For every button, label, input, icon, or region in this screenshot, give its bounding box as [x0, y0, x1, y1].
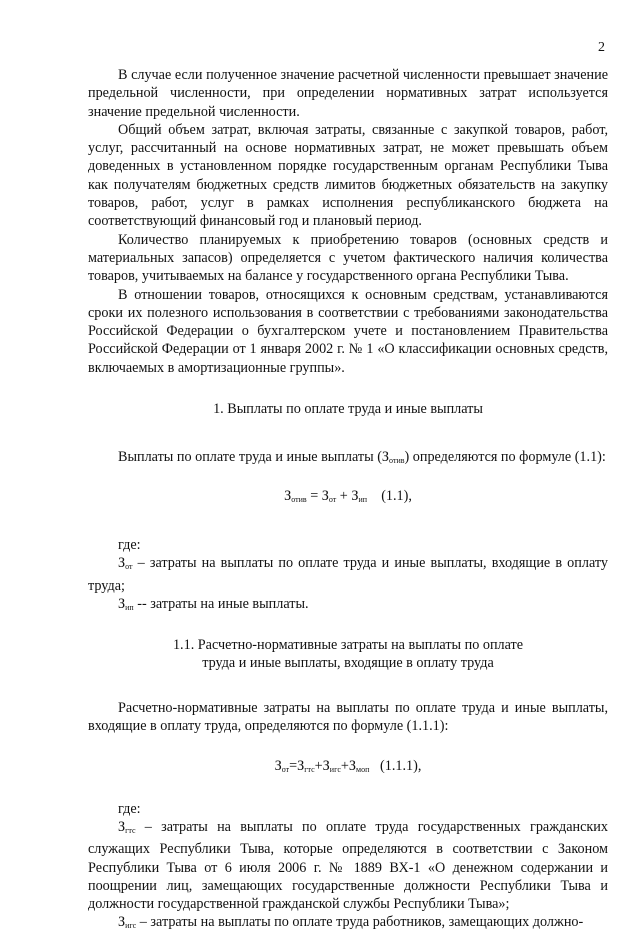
section-title-1-1-line1: 1.1. Расчетно-нормативные затраты на выплаты по оплате — [172, 637, 524, 654]
paragraph-goods-quantity: Количество планируемых к приобретению товаров (основных средств и материальных запасов) определяется с учетом фактического наличия количества товаров, учитываемых на балансе у государственного органа Республики Тыва. — [88, 231, 608, 285]
section-title-1: 1. Выплаты по оплате труда и иные выплаты — [213, 401, 483, 418]
paragraph-total-costs: Общий объем затрат, включая затраты, связанные с закупкой товаров, работ, услуг, рассчитанный на основе нормативных затрат, не может превышать объем доведенных в установленном порядке государственным органам Республики Тыва как получателям бюджетных средств лимитов бюджетных обязательств на закупку товаров, работ, услуг в рамках исполнения республиканского бюджета на соответствующий финансовый год и плановый период. — [88, 121, 608, 230]
formula-label: (1.1.1), — [380, 758, 422, 775]
formula-label: (1.1), — [381, 487, 412, 504]
formula-1-1-1: $З_{от}=З_{гтс}+З_{игс}+З_{моп}$ (1.1.1), — [274, 758, 422, 775]
paragraph-fixed-assets: В отношении товаров, относящихся к основным средствам, устанавливаются сроки их полезного использования в соответствии с требованиями законодательства Российской Федерации о бухгалтерском учете и постановлением Правительства Российской Федерации от 1 января 2002 г. № 1 «О классификации основных средств, включаемых в амортизационные группы». — [88, 286, 608, 376]
page-number: 2 — [598, 40, 605, 55]
section1-intro: Выплаты по оплате труда и иные выплаты $(З_{отив})$ определяются по формуле (1.1): — [118, 449, 606, 466]
section11-intro: Расчетно-нормативные затраты на выплаты по оплате труда и иные выплаты, входящие в оплату труда, определяются по формуле (1.1.1): — [88, 699, 608, 735]
definition-z-ot: $З_{от}$ – затраты на выплаты по оплате труда и иные выплаты, входящие в оплату труда; — [88, 555, 608, 594]
definition-z-gts: $З_{гтс}$ – затраты на выплаты по оплате труда государственных гражданских служащих Республики Тыва, которые определяются в соответствии с Законом Республики Тыва от 6 июля 2006 г. № 1889 ВХ-1 «О денежном содержании и поощрении лиц, замещающих государственные должности Республики Тыва и должности государственной гражданской службы Республики Тыва»; — [88, 818, 608, 913]
document-body — [88, 66, 608, 936]
paragraph-calculated-headcount: В случае если полученное значение расчетной численности превышает значение предельной численности, при определении нормативных затрат используется значение предельной численности. — [88, 67, 608, 120]
definition-z-ip: $З_{ип}$ -- затраты на иные выплаты. — [118, 595, 309, 612]
formula-1-1: $З_{отив} = З_{от} + З_{ип}$ (1.1), — [284, 487, 412, 504]
where-label-2: где: — [118, 800, 141, 817]
section-title-1-1-line2: труда и иные выплаты, входящие в оплату труда — [202, 655, 494, 672]
definition-z-igs: $З_{игс}$ – затраты на выплаты по оплате труда работников, замещающих должно- — [118, 914, 584, 931]
where-label-1: где: — [118, 536, 141, 553]
